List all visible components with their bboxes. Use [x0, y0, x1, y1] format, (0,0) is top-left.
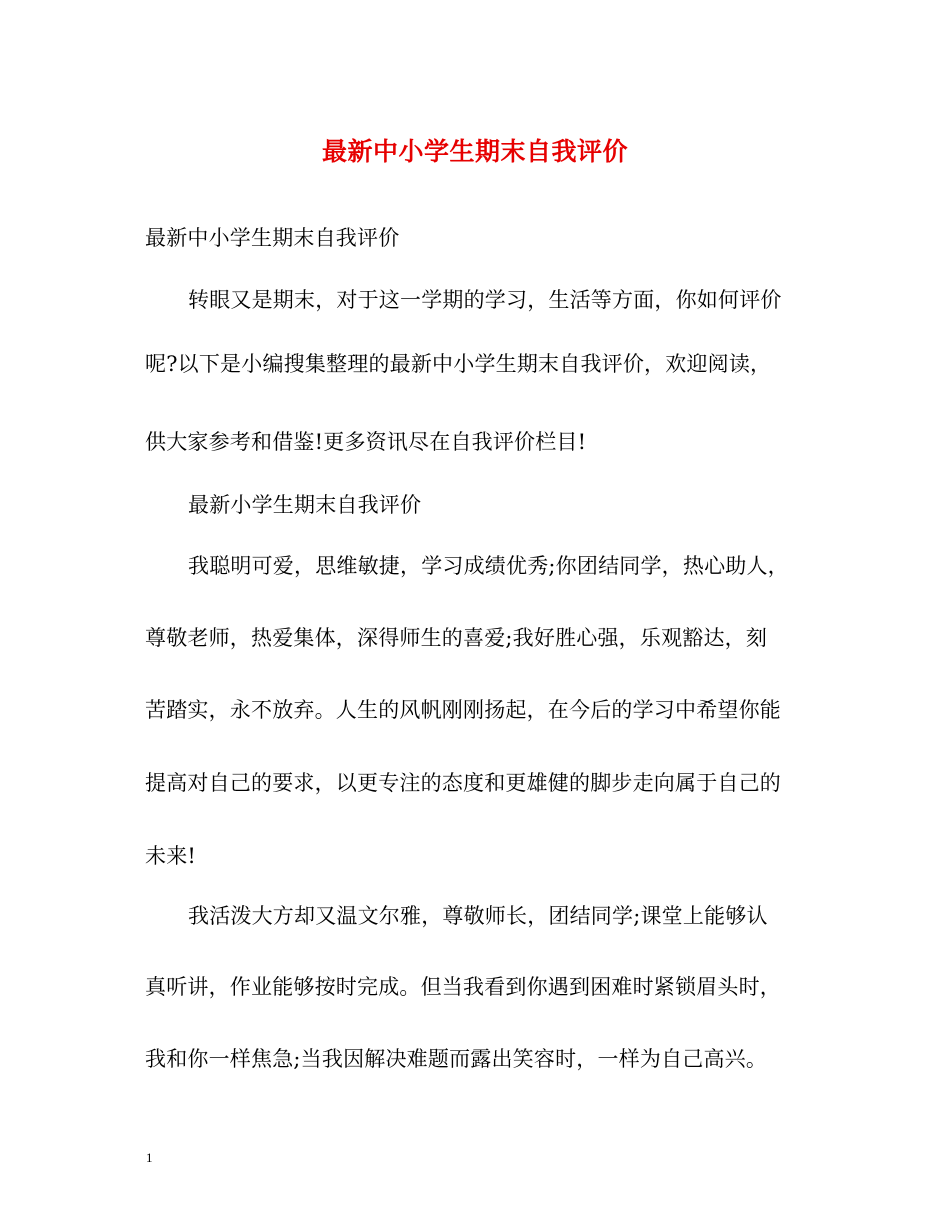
paragraph-line: 转眼又是期末，对于这一学期的学习，生活等方面，你如何评价	[188, 288, 782, 312]
paragraph-line: 我聪明可爱，思维敏捷，学习成绩优秀;你团结同学，热心助人，	[188, 554, 789, 578]
document-title: 最新中小学生期末自我评价	[321, 137, 628, 166]
paragraph-line: 真听讲，作业能够按时完成。但当我看到你遇到困难时紧锁眉头时，	[145, 975, 781, 999]
paragraph-line: 我和你一样焦急;当我因解决难题而露出笑容时，一样为自己高兴。	[145, 1047, 768, 1071]
paragraph-line: 未来!	[145, 844, 197, 868]
paragraph-line: 提高对自己的要求，以更专注的态度和更雄健的脚步走向属于自己的	[145, 771, 781, 795]
paragraph-line: 呢?以下是小编搜集整理的最新中小学生期末自我评价，欢迎阅读，	[145, 352, 772, 376]
paragraph-line: 苦踏实，永不放弃。人生的风帆刚刚扬起，在今后的学习中希望你能	[145, 698, 781, 722]
section-heading: 最新小学生期末自我评价	[188, 493, 422, 517]
paragraph-line: 供大家参考和借鉴!更多资讯尽在自我评价栏目!	[145, 430, 587, 454]
paragraph-line: 尊敬老师，热爱集体，深得师生的喜爱;我好胜心强，乐观豁达，刻	[145, 626, 768, 650]
paragraph-line: 我活泼大方却又温文尔雅，尊敬师长，团结同学;课堂上能够认	[188, 904, 768, 928]
page-number: 1	[146, 1150, 153, 1165]
document-subtitle: 最新中小学生期末自我评价	[145, 226, 400, 250]
